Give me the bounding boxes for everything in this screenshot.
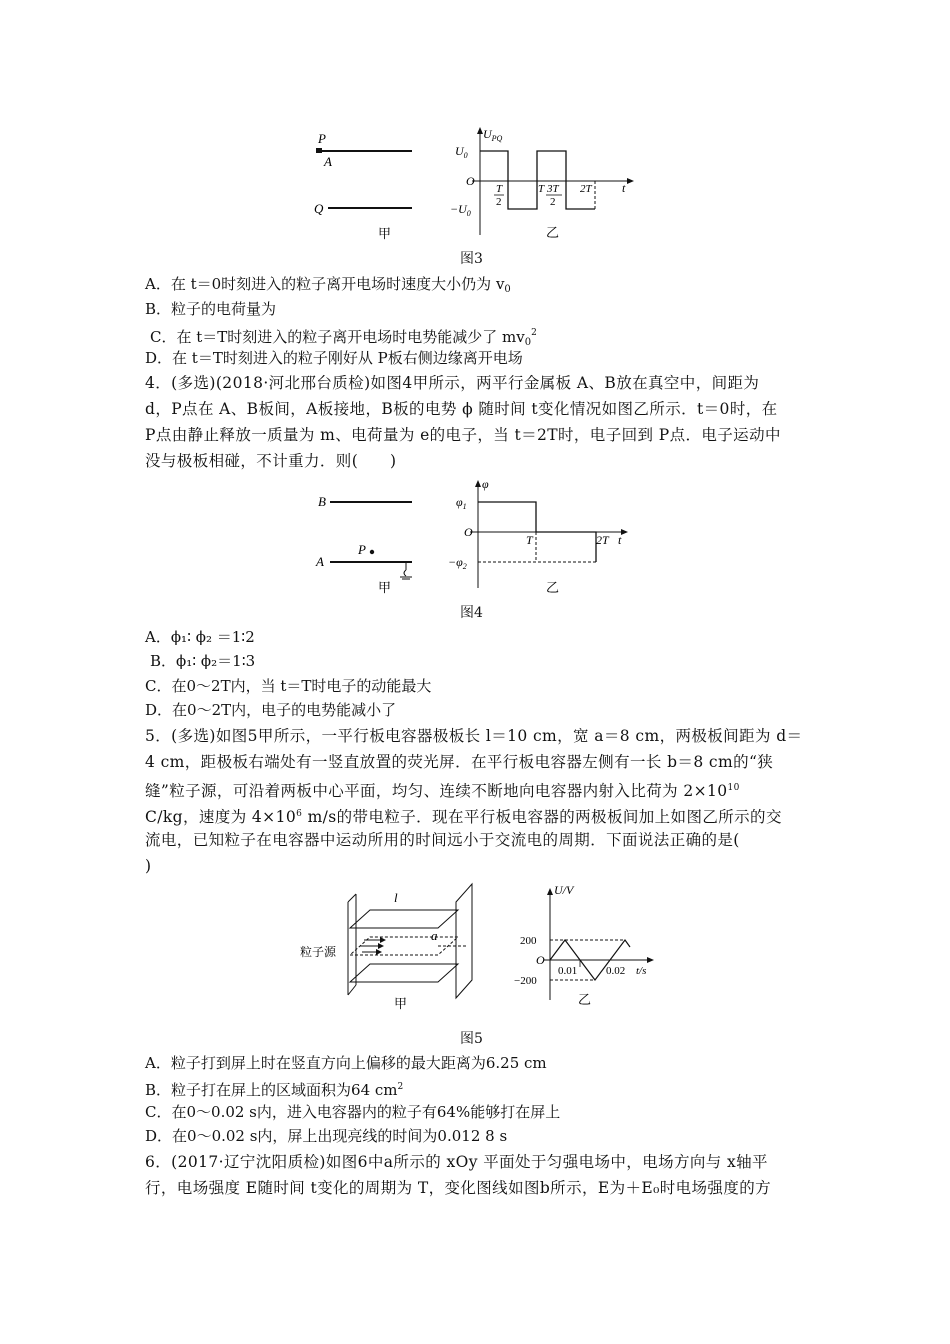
figure-4-right — [448, 478, 648, 598]
svg-text:乙: 乙 — [546, 225, 560, 240]
fig3-sub-jia: 甲 — [378, 226, 392, 241]
svg-text:P: P — [358, 542, 366, 557]
svg-text:T: T — [496, 183, 503, 195]
svg-text:O: O — [536, 953, 545, 967]
fig3-label-P: P — [318, 131, 326, 146]
svg-text:t: t — [622, 181, 626, 195]
q3-option-A: A．在 t＝0时刻进入的粒子离开电场时速度大小仍为 $v_0$ — [145, 275, 511, 295]
svg-text:甲: 甲 — [378, 580, 392, 595]
q4-stem-line-1: 4．(多选)(2018·河北邢台质检)如图4甲所示，两平行金属板 A、B放在真空中，间距为 — [145, 374, 760, 392]
q5-option-B: B．粒子打在屏上的区域面积为64 $cm^2$ — [145, 1081, 404, 1099]
svg-text:2: 2 — [550, 196, 556, 208]
svg-text:φ: φ — [482, 477, 489, 491]
svg-text:A: A — [316, 554, 324, 569]
svg-text:T: T — [526, 533, 533, 547]
svg-text:甲: 甲 — [394, 996, 408, 1011]
q5-stem-line-4: C/kg，速度为 $4\times 10^6$ m/s的带电粒子．现在平行板电容器的两极板间加上如图乙所示的交 — [145, 808, 782, 827]
q5-stem-line-2: 4 cm，距极板右端处有一竖直放置的荧光屏．在平行板电容器左侧有一长 b＝8 cm的“狭 — [145, 753, 774, 771]
q4-option-A: A．ϕ₁∶ ϕ₂ ＝1∶2 — [145, 628, 255, 646]
svg-text:−U0: $-U_0$ — [450, 202, 471, 218]
q5-option-C: C．在0～0.02 s内，进入电容器内的粒子有64%能够打在屏上 — [145, 1103, 561, 1121]
figure-3-right — [450, 125, 650, 240]
q3-option-D: D．在 t＝T时刻进入的粒子刚好从 P板右侧边缘离开电场 — [145, 349, 523, 367]
svg-text:3T: 3T — [547, 183, 559, 195]
q3-option-B: B．粒子的电荷量为 — [145, 300, 277, 318]
svg-text:2T: 2T — [596, 533, 609, 547]
svg-text:乙: 乙 — [578, 992, 592, 1007]
svg-text:0.02: 0.02 — [606, 965, 626, 977]
q5-stem-line-3: 缝”粒子源，可沿着两板中心平面，均匀、连续不断地向电容器内射入比荷为 $2\times 10^{10}$ — [145, 782, 740, 801]
svg-text:2: 2 — [496, 196, 502, 208]
svg-text:a: a — [431, 928, 438, 943]
figure-3-left — [300, 130, 440, 240]
fig3-label-A: A — [324, 154, 332, 169]
figure-5-left — [298, 880, 498, 1010]
q4-stem-line-4: 没与极板相碰，不计重力．则( ) — [145, 452, 397, 470]
svg-text:−200: −200 — [514, 975, 537, 987]
q4-option-D: D．在0～2T内，电子的电势能减小了 — [145, 701, 397, 719]
q5-stem-line-6: ) — [145, 857, 152, 875]
figure-4-left — [310, 480, 440, 595]
q6-stem-line-2: 行，电场强度 E随时间 t变化的周期为 T，变化图线如图b所示，E为＋E₀时电场强度的方 — [145, 1179, 772, 1197]
svg-text:0.01: 0.01 — [558, 965, 578, 977]
q5-stem-line-5: 流电，已知粒子在电容器中运动所用的时间远小于交流电的周期．下面说法正确的是( — [145, 831, 740, 849]
svg-text:O: O — [464, 525, 473, 539]
q4-stem-line-2: d，P点在 A、B板间，A板接地，B板的电势 ϕ 随时间 t变化情况如图乙所示．t＝0时，在 — [145, 400, 778, 418]
q6-stem-line-1: 6．(2017·辽宁沈阳质检)如图6中a所示的 xOy 平面处于匀强电场中，电场方向与 x轴平 — [145, 1153, 768, 1171]
q5-option-D: D．在0～0.02 s内，屏上出现亮线的时间为0.012 8 s — [145, 1127, 508, 1145]
svg-text:U/V: U/V — [554, 883, 574, 897]
svg-text:T: T — [538, 183, 545, 195]
svg-text:粒子源: 粒子源 — [300, 945, 337, 959]
svg-text:200: 200 — [520, 935, 537, 947]
svg-text:l: l — [394, 890, 398, 905]
figure-4-caption: 图4 — [460, 605, 483, 621]
svg-text:U0: $U_0$ — [455, 144, 468, 160]
q4-option-B: B．ϕ₁∶ ϕ₂＝1∶3 — [150, 652, 256, 670]
svg-text:2T: 2T — [580, 183, 592, 195]
figure-5-caption: 图5 — [460, 1031, 483, 1047]
q4-option-C: C．在0～2T内，当 t＝T时电子的动能最大 — [145, 677, 432, 695]
figure-3-caption: 图3 — [460, 251, 483, 267]
svg-text:−φ2: $-\varphi_2$ — [448, 555, 467, 571]
q3-option-C: C．在 t＝T时刻进入的粒子离开电场时电势能减少了 $mv_0^2$ — [150, 328, 537, 348]
svg-text:B: B — [318, 494, 326, 509]
svg-text:φ1: $\varphi_1$ — [456, 495, 467, 511]
q4-stem-line-3: P点由静止释放一质量为 m、电荷量为 e的电子，当 t＝2T时，电子回到 P点．电子运动中 — [145, 426, 781, 444]
q5-stem-line-1: 5．(多选)如图5甲所示，一平行板电容器极板长 l＝10 cm，宽 a＝8 cm，两极板间距为 d＝ — [145, 727, 803, 745]
svg-text:乙: 乙 — [546, 580, 560, 595]
svg-text:t: t — [618, 533, 622, 547]
q5-option-A: A．粒子打到屏上时在竖直方向上偏移的最大距离为6.25 cm — [145, 1054, 547, 1072]
fig3-label-Q: Q — [314, 201, 324, 216]
svg-text:O: O — [466, 174, 475, 188]
svg-text:t/s: t/s — [636, 965, 647, 977]
figure-5-right — [510, 882, 680, 1007]
svg-text:UPQ: $U_{PQ}$ — [483, 127, 503, 143]
